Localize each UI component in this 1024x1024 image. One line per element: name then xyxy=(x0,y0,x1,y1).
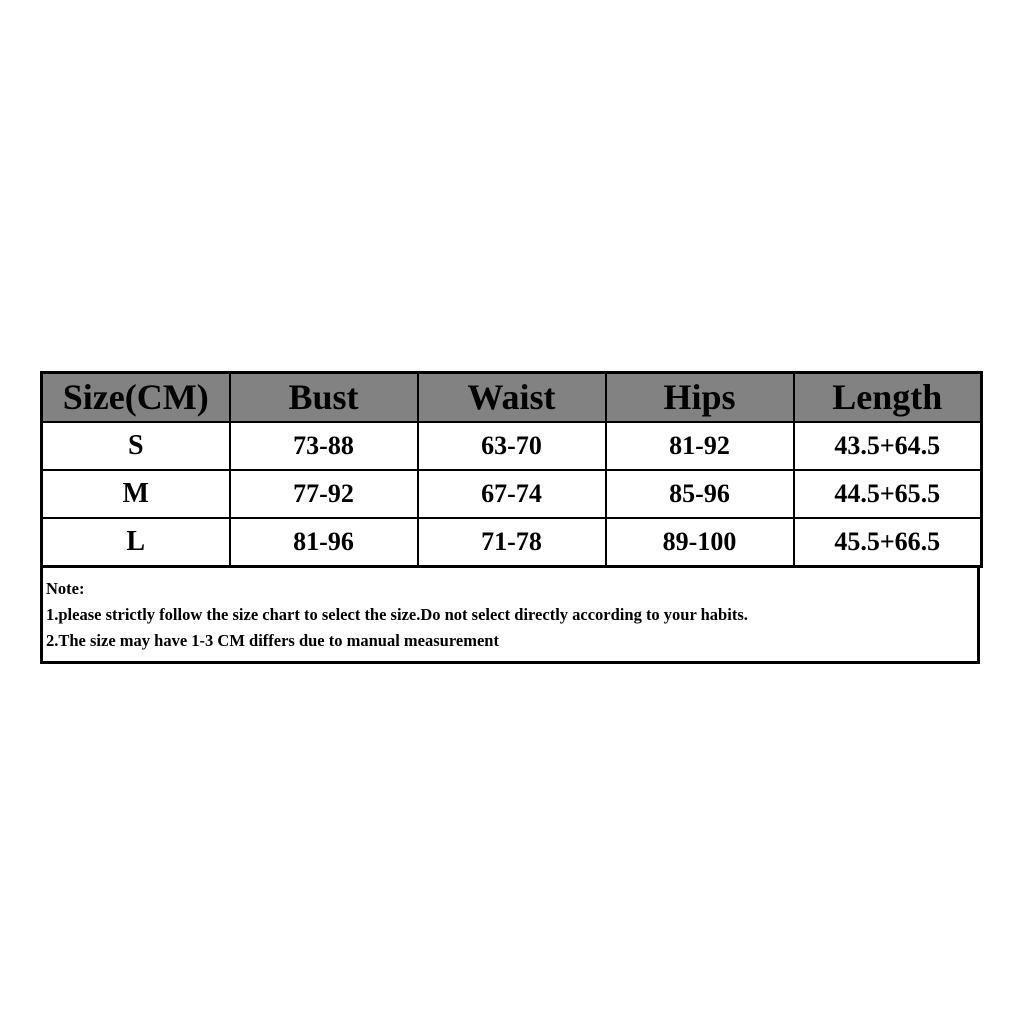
header-waist: Waist xyxy=(418,373,606,423)
length-cell: 45.5+66.5 xyxy=(794,518,982,567)
length-cell: 43.5+64.5 xyxy=(794,422,982,470)
size-label-cell: L xyxy=(42,518,230,567)
note-line-1: 1.please strictly follow the size chart to select the size.Do not select directly according to your habits. xyxy=(46,605,748,624)
hips-cell: 81-92 xyxy=(606,422,794,470)
header-row xyxy=(42,373,982,423)
header-size: Size(CM) xyxy=(42,373,230,423)
table-row xyxy=(42,422,982,470)
size-label-cell: M xyxy=(42,470,230,518)
hips-cell: 89-100 xyxy=(606,518,794,567)
waist-cell: 63-70 xyxy=(418,422,606,470)
note-box xyxy=(40,568,980,664)
size-table xyxy=(40,371,983,568)
header-hips: Hips xyxy=(606,373,794,423)
header-bust: Bust xyxy=(230,373,418,423)
note-line-2: 2.The size may have 1-3 CM differs due to manual measurement xyxy=(46,631,499,650)
waist-cell: 71-78 xyxy=(418,518,606,567)
length-cell: 44.5+65.5 xyxy=(794,470,982,518)
bust-cell: 73-88 xyxy=(230,422,418,470)
size-table-body xyxy=(42,422,982,567)
waist-cell: 67-74 xyxy=(418,470,606,518)
note-title: Note: xyxy=(46,579,85,598)
table-row xyxy=(42,470,982,518)
table-row xyxy=(42,518,982,567)
size-table-header xyxy=(42,373,982,423)
hips-cell: 85-96 xyxy=(606,470,794,518)
size-chart xyxy=(40,371,982,664)
bust-cell: 77-92 xyxy=(230,470,418,518)
bust-cell: 81-96 xyxy=(230,518,418,567)
header-length: Length xyxy=(794,373,982,423)
size-label-cell: S xyxy=(42,422,230,470)
